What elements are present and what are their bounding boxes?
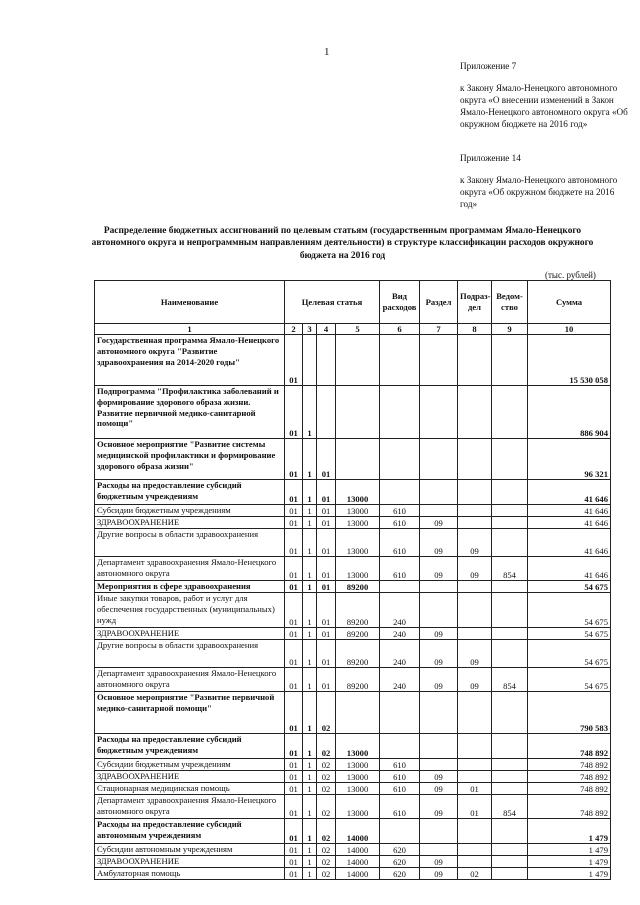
col-number: 4 <box>317 324 336 335</box>
appendix-7-block <box>460 60 630 130</box>
code-direction: 89200 <box>336 628 380 640</box>
expense-type <box>380 819 420 844</box>
expense-type: 240 <box>380 628 420 640</box>
department-code <box>492 771 528 783</box>
row-name: Субсидии бюджетным учреждениям <box>95 759 285 771</box>
row-name: ЗДРАВООХРАНЕНИЕ <box>95 856 285 868</box>
appendix-14-block <box>460 152 630 210</box>
code-direction: 14000 <box>336 868 380 880</box>
row-sum: 1 479 <box>528 868 611 880</box>
row-sum: 41 646 <box>528 529 611 557</box>
section-code: 09 <box>420 628 458 640</box>
row-name: Другие вопросы в области здравоохранения <box>95 529 285 557</box>
section-code <box>420 734 458 759</box>
expense-type: 620 <box>380 856 420 868</box>
appendix-14-title: Приложение 14 <box>460 153 521 163</box>
expense-type: 610 <box>380 529 420 557</box>
code-measure: 02 <box>317 795 336 819</box>
row-sum: 54 675 <box>528 593 611 628</box>
department-code <box>492 480 528 505</box>
row-name: Субсидии бюджетным учреждениям <box>95 505 285 517</box>
table-row <box>95 386 611 439</box>
expense-type: 610 <box>380 759 420 771</box>
row-sum: 1 479 <box>528 819 611 844</box>
department-code <box>492 529 528 557</box>
code-direction: 14000 <box>336 819 380 844</box>
subsection-code: 09 <box>458 640 492 668</box>
expense-type: 610 <box>380 795 420 819</box>
code-measure: 01 <box>317 640 336 668</box>
section-code: 09 <box>420 771 458 783</box>
table-row <box>95 505 611 517</box>
section-code <box>420 386 458 439</box>
subsection-code <box>458 439 492 480</box>
col-number: 2 <box>285 324 303 335</box>
section-code: 09 <box>420 868 458 880</box>
appendix-14-body: к Закону Ямало-Ненецкого автономного округа «Об окружном бюджете на 2016 год» <box>460 175 618 209</box>
section-code <box>420 439 458 480</box>
table-row <box>95 517 611 529</box>
row-name: Расходы на предоставление субсидий автономным учреждениям <box>95 819 285 844</box>
subsection-code: 09 <box>458 557 492 581</box>
code-direction <box>336 692 380 734</box>
department-code <box>492 692 528 734</box>
row-sum: 748 892 <box>528 771 611 783</box>
code-direction: 89200 <box>336 668 380 692</box>
row-sum: 886 904 <box>528 386 611 439</box>
code-subprogram: 1 <box>303 581 317 593</box>
code-measure: 01 <box>317 581 336 593</box>
department-code <box>492 628 528 640</box>
row-sum: 1 479 <box>528 844 611 856</box>
section-code <box>420 480 458 505</box>
section-code <box>420 692 458 734</box>
code-program: 01 <box>285 640 303 668</box>
row-name: Департамент здравоохранения Ямало-Ненецкого автономного округа <box>95 795 285 819</box>
code-subprogram: 1 <box>303 734 317 759</box>
code-direction: 13000 <box>336 771 380 783</box>
page-number: 1 <box>324 46 330 58</box>
expense-type <box>380 734 420 759</box>
code-measure: 02 <box>317 759 336 771</box>
code-measure: 02 <box>317 868 336 880</box>
code-measure: 01 <box>317 628 336 640</box>
col-number: 3 <box>303 324 317 335</box>
expense-type <box>380 692 420 734</box>
column-numbers-row <box>95 324 611 335</box>
code-direction: 89200 <box>336 581 380 593</box>
col-number: 10 <box>528 324 611 335</box>
subsection-code <box>458 771 492 783</box>
row-name: Расходы на предоставление субсидий бюджетным учреждениям <box>95 480 285 505</box>
row-name: Государственная программа Ямало-Ненецкого автономного округа "Развитие здравоохранения на 2014-2020 годы" <box>95 335 285 386</box>
expense-type <box>380 335 420 386</box>
code-program: 01 <box>285 856 303 868</box>
code-program: 01 <box>285 386 303 439</box>
expense-type: 620 <box>380 868 420 880</box>
department-code <box>492 783 528 795</box>
table-row <box>95 593 611 628</box>
row-sum: 790 583 <box>528 692 611 734</box>
row-sum: 54 675 <box>528 628 611 640</box>
code-direction: 13000 <box>336 480 380 505</box>
table-row <box>95 844 611 856</box>
department-code <box>492 593 528 628</box>
table-row <box>95 581 611 593</box>
department-code <box>492 335 528 386</box>
code-measure <box>317 335 336 386</box>
col-number: 9 <box>492 324 528 335</box>
expense-type: 620 <box>380 844 420 856</box>
code-subprogram: 1 <box>303 480 317 505</box>
code-direction: 89200 <box>336 593 380 628</box>
table-row <box>95 856 611 868</box>
subsection-code <box>458 593 492 628</box>
row-name: Департамент здравоохранения Ямало-Ненецкого автономного округа <box>95 668 285 692</box>
code-measure: 01 <box>317 480 336 505</box>
code-program: 01 <box>285 668 303 692</box>
code-subprogram: 1 <box>303 692 317 734</box>
subsection-code <box>458 844 492 856</box>
table-row <box>95 335 611 386</box>
subsection-code <box>458 819 492 844</box>
row-sum: 41 646 <box>528 505 611 517</box>
table-body <box>95 335 611 880</box>
expense-type <box>380 386 420 439</box>
code-measure: 02 <box>317 856 336 868</box>
code-program: 01 <box>285 480 303 505</box>
col-number: 6 <box>380 324 420 335</box>
code-measure: 01 <box>317 557 336 581</box>
code-program: 01 <box>285 771 303 783</box>
row-name: Основное мероприятие "Развитие первичной медико-санитарной помощи" <box>95 692 285 734</box>
section-code <box>420 593 458 628</box>
department-code <box>492 581 528 593</box>
appendix-7-body: к Закону Ямало-Ненецкого автономного округа «О внесении изменений в Закон Ямало-Ненецкого автономного округа «Об окружном бюджете на 2016 год» <box>460 83 628 129</box>
department-code <box>492 819 528 844</box>
expense-type: 610 <box>380 783 420 795</box>
code-direction: 13000 <box>336 505 380 517</box>
row-name: Другие вопросы в области здравоохранения <box>95 640 285 668</box>
department-code <box>492 517 528 529</box>
code-measure: 02 <box>317 819 336 844</box>
row-name: Департамент здравоохранения Ямало-Ненецкого автономного округа <box>95 557 285 581</box>
code-subprogram: 1 <box>303 593 317 628</box>
table-row <box>95 628 611 640</box>
expense-type: 610 <box>380 557 420 581</box>
code-measure: 01 <box>317 668 336 692</box>
code-measure: 01 <box>317 517 336 529</box>
department-code <box>492 856 528 868</box>
expense-type: 240 <box>380 668 420 692</box>
code-measure: 01 <box>317 439 336 480</box>
code-program: 01 <box>285 795 303 819</box>
section-code: 09 <box>420 795 458 819</box>
col-number: 7 <box>420 324 458 335</box>
code-subprogram: 1 <box>303 439 317 480</box>
units-label: (тыс. рублей) <box>545 270 596 280</box>
table-row <box>95 771 611 783</box>
section-code <box>420 844 458 856</box>
department-code <box>492 439 528 480</box>
table-row <box>95 668 611 692</box>
section-code: 09 <box>420 529 458 557</box>
code-program: 01 <box>285 783 303 795</box>
section-code <box>420 581 458 593</box>
row-name: Расходы на предоставление субсидий бюджетным учреждениям <box>95 734 285 759</box>
header-section: Раздел <box>420 281 458 324</box>
code-subprogram: 1 <box>303 668 317 692</box>
col-number: 8 <box>458 324 492 335</box>
table-row <box>95 439 611 480</box>
code-direction: 13000 <box>336 734 380 759</box>
table-row <box>95 529 611 557</box>
department-code: 854 <box>492 557 528 581</box>
code-program: 01 <box>285 529 303 557</box>
row-name: Основное мероприятие "Развитие системы медицинской профилактики и формирование здорового образа жизни" <box>95 439 285 480</box>
row-sum: 15 530 058 <box>528 335 611 386</box>
table-row <box>95 557 611 581</box>
subsection-code <box>458 517 492 529</box>
code-measure: 01 <box>317 505 336 517</box>
code-program: 01 <box>285 734 303 759</box>
code-measure: 01 <box>317 529 336 557</box>
budget-table <box>94 280 611 880</box>
subsection-code <box>458 734 492 759</box>
row-name: Амбулаторная помощь <box>95 868 285 880</box>
code-direction: 89200 <box>336 640 380 668</box>
table-row <box>95 734 611 759</box>
row-name: Иные закупки товаров, работ и услуг для обеспечения государственных (муниципальных) нужд <box>95 593 285 628</box>
code-program: 01 <box>285 628 303 640</box>
code-measure: 02 <box>317 844 336 856</box>
table-row <box>95 819 611 844</box>
code-program: 01 <box>285 868 303 880</box>
section-code: 09 <box>420 557 458 581</box>
code-program: 01 <box>285 557 303 581</box>
col-number: 5 <box>336 324 380 335</box>
code-measure: 02 <box>317 783 336 795</box>
subsection-code <box>458 856 492 868</box>
header-target-article: Целевая статья <box>285 281 380 324</box>
code-subprogram: 1 <box>303 844 317 856</box>
section-code: 09 <box>420 517 458 529</box>
department-code <box>492 640 528 668</box>
expense-type: 610 <box>380 771 420 783</box>
header-department: Ведом-ство <box>492 281 528 324</box>
subsection-code: 01 <box>458 795 492 819</box>
department-code <box>492 844 528 856</box>
table-row <box>95 759 611 771</box>
code-measure: 02 <box>317 734 336 759</box>
code-program: 01 <box>285 517 303 529</box>
row-sum: 748 892 <box>528 759 611 771</box>
code-program: 01 <box>285 844 303 856</box>
code-measure: 02 <box>317 692 336 734</box>
code-direction <box>336 386 380 439</box>
code-subprogram: 1 <box>303 640 317 668</box>
section-code <box>420 505 458 517</box>
expense-type <box>380 581 420 593</box>
code-measure: 01 <box>317 593 336 628</box>
row-sum: 54 675 <box>528 640 611 668</box>
code-subprogram: 1 <box>303 517 317 529</box>
code-program: 01 <box>285 581 303 593</box>
code-program: 01 <box>285 335 303 386</box>
row-name: Мероприятия в сфере здравоохранения <box>95 581 285 593</box>
table-row <box>95 795 611 819</box>
code-subprogram: 1 <box>303 529 317 557</box>
expense-type: 610 <box>380 517 420 529</box>
department-code <box>492 734 528 759</box>
expense-type <box>380 439 420 480</box>
expense-type <box>380 480 420 505</box>
code-subprogram: 1 <box>303 386 317 439</box>
code-direction: 14000 <box>336 844 380 856</box>
code-subprogram: 1 <box>303 795 317 819</box>
row-sum: 96 321 <box>528 439 611 480</box>
header-subsection: Подраз-дел <box>458 281 492 324</box>
section-code: 09 <box>420 640 458 668</box>
subsection-code <box>458 581 492 593</box>
code-measure: 02 <box>317 771 336 783</box>
table-header-row <box>95 281 611 324</box>
department-code <box>492 386 528 439</box>
section-code: 09 <box>420 856 458 868</box>
row-name: ЗДРАВООХРАНЕНИЕ <box>95 517 285 529</box>
row-sum: 41 646 <box>528 517 611 529</box>
code-subprogram: 1 <box>303 771 317 783</box>
row-sum: 748 892 <box>528 783 611 795</box>
code-direction: 13000 <box>336 517 380 529</box>
subsection-code: 01 <box>458 783 492 795</box>
code-program: 01 <box>285 593 303 628</box>
code-direction <box>336 439 380 480</box>
row-sum: 1 479 <box>528 856 611 868</box>
row-sum: 54 675 <box>528 668 611 692</box>
code-measure <box>317 386 336 439</box>
row-sum: 748 892 <box>528 734 611 759</box>
row-name: Субсидии автономным учреждениям <box>95 844 285 856</box>
code-subprogram <box>303 335 317 386</box>
section-code <box>420 759 458 771</box>
department-code: 854 <box>492 795 528 819</box>
row-name: Подпрограмма "Профилактика заболеваний и формирование здорового образа жизни. Развитие первичной медико-санитарной помощи" <box>95 386 285 439</box>
row-sum: 54 675 <box>528 581 611 593</box>
code-subprogram: 1 <box>303 557 317 581</box>
expense-type: 610 <box>380 505 420 517</box>
document-title: Распределение бюджетных ассигнований по целевым статьям (государственным программам Ямало-Ненецкого автономного округа и непрограммным направлениям деятельности) в структуре классификации расходов окружного бюджета на 2016 год <box>91 226 594 261</box>
section-code: 09 <box>420 783 458 795</box>
header-expense-type: Вид расходов <box>380 281 420 324</box>
subsection-code: 09 <box>458 529 492 557</box>
subsection-code <box>458 505 492 517</box>
section-code <box>420 819 458 844</box>
header-sum: Сумма <box>528 281 611 324</box>
table-row <box>95 783 611 795</box>
table-row <box>95 868 611 880</box>
header-name: Наименование <box>95 281 285 324</box>
table-row <box>95 692 611 734</box>
row-sum: 41 646 <box>528 557 611 581</box>
code-subprogram: 1 <box>303 628 317 640</box>
department-code <box>492 868 528 880</box>
subsection-code <box>458 692 492 734</box>
code-subprogram: 1 <box>303 505 317 517</box>
code-program: 01 <box>285 439 303 480</box>
code-subprogram: 1 <box>303 819 317 844</box>
row-name: ЗДРАВООХРАНЕНИЕ <box>95 628 285 640</box>
col-number: 1 <box>95 324 285 335</box>
code-program: 01 <box>285 759 303 771</box>
row-name: Стационарная медицинская помощь <box>95 783 285 795</box>
code-subprogram: 1 <box>303 783 317 795</box>
code-subprogram: 1 <box>303 759 317 771</box>
row-sum: 41 646 <box>528 480 611 505</box>
code-program: 01 <box>285 819 303 844</box>
subsection-code <box>458 480 492 505</box>
code-direction: 13000 <box>336 795 380 819</box>
row-name: ЗДРАВООХРАНЕНИЕ <box>95 771 285 783</box>
table-row <box>95 480 611 505</box>
department-code: 854 <box>492 668 528 692</box>
subsection-code <box>458 386 492 439</box>
department-code <box>492 759 528 771</box>
code-direction: 13000 <box>336 557 380 581</box>
code-direction: 13000 <box>336 783 380 795</box>
subsection-code <box>458 335 492 386</box>
expense-type: 240 <box>380 640 420 668</box>
appendix-7-title: Приложение 7 <box>460 61 517 71</box>
section-code: 09 <box>420 668 458 692</box>
code-subprogram: 1 <box>303 856 317 868</box>
subsection-code <box>458 759 492 771</box>
table-row <box>95 640 611 668</box>
row-sum: 748 892 <box>528 795 611 819</box>
code-program: 01 <box>285 692 303 734</box>
expense-type: 240 <box>380 593 420 628</box>
code-program: 01 <box>285 505 303 517</box>
subsection-code: 02 <box>458 868 492 880</box>
code-direction: 13000 <box>336 759 380 771</box>
subsection-code: 09 <box>458 668 492 692</box>
code-direction: 13000 <box>336 529 380 557</box>
code-subprogram: 1 <box>303 868 317 880</box>
code-direction <box>336 335 380 386</box>
department-code <box>492 505 528 517</box>
section-code <box>420 335 458 386</box>
subsection-code <box>458 628 492 640</box>
code-direction: 14000 <box>336 856 380 868</box>
